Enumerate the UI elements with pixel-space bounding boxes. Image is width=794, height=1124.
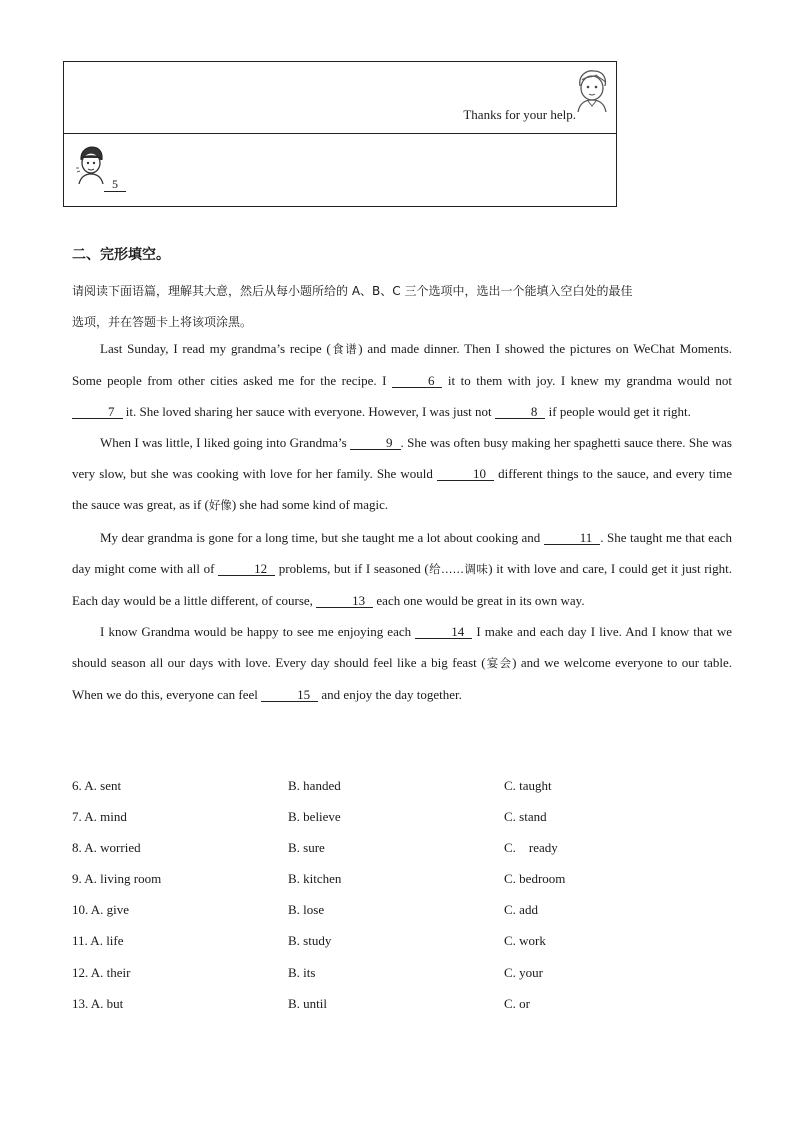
dialog-table bbox=[63, 61, 617, 207]
paragraph-3: My dear grandma is gone for a long time, but she taught me a lot about cooking and 11 . She taught me that each day might come with all of 12 problems, but if I seasoned (给……调味) it with love and care, I could get it just right. Each day would be a little different, of course, 13 each one would be great in its own way. bbox=[72, 529, 733, 608]
blank-14: 14 bbox=[415, 625, 472, 639]
option-row bbox=[72, 894, 732, 925]
option-c: C. your bbox=[504, 964, 543, 980]
section-title: 二、完形填空。 bbox=[72, 247, 170, 263]
option-a: 8. A. worried bbox=[72, 840, 141, 856]
blank-13: 13 bbox=[316, 594, 373, 608]
instruction-line-2: 选项，并在答题卡上将该项涂黑。 bbox=[72, 315, 253, 329]
blank-9: 9 bbox=[350, 436, 401, 450]
paragraph-2: When I was little, I liked going into Grandma’s 9 . She was often busy making her spaghetti sauce there. She was very slow, but she was cooking with love for her family. She would 10 different things to the sauce, and every time the sauce was great, as if (好像) she had some kind of magic. bbox=[72, 435, 733, 513]
option-row bbox=[72, 832, 732, 863]
option-b: B. sure bbox=[288, 840, 325, 856]
option-c: C. taught bbox=[504, 778, 552, 793]
blank-8: 8 bbox=[495, 405, 546, 419]
instruction-line-1: 请阅读下面语篇，理解其大意，然后从每小题所给的 A、B、C 三个选项中，选出一个能填入空白处的最佳 bbox=[72, 284, 633, 298]
option-row bbox=[72, 770, 732, 801]
option-b: B. handed bbox=[288, 778, 341, 793]
option-row bbox=[72, 925, 732, 956]
blank-10: 10 bbox=[437, 467, 494, 481]
option-b: B. kitchen bbox=[288, 871, 342, 887]
dialog-row-2 bbox=[64, 134, 616, 207]
option-c: C. add bbox=[504, 902, 538, 918]
option-b: B. its bbox=[288, 964, 316, 980]
paragraph-4: I know Grandma would be happy to see me enjoying each 14 I make and each day I live. And I know that we should season all our days with love. Every day should feel like a big feast (宴会) and we welcome everyone to our table. When we do this, everyone can feel 15 and enjoy the day together. bbox=[72, 623, 733, 703]
option-row bbox=[72, 957, 732, 988]
option-a: 12. A. their bbox=[72, 964, 131, 980]
option-c: C. or bbox=[504, 995, 530, 1011]
option-b: B. believe bbox=[288, 809, 341, 825]
blank-11: 11 bbox=[544, 531, 601, 545]
option-b: B. lose bbox=[288, 902, 325, 918]
option-row bbox=[72, 863, 732, 894]
option-c: C. work bbox=[504, 933, 546, 949]
option-c: C. ready bbox=[504, 840, 558, 856]
option-c: C. stand bbox=[504, 809, 547, 825]
option-row bbox=[72, 988, 732, 1019]
section-instruction bbox=[72, 276, 732, 338]
option-b: B. until bbox=[288, 995, 328, 1011]
blank-5: 5 bbox=[104, 177, 126, 192]
paragraph-1: Last Sunday, I read my grandma’s recipe (食谱) and made dinner. Then I showed the pictures on WeChat Moments. Some people from other cities asked me for the recipe. I 6 it to them with joy. I knew my grandma would not 7 it. She loved sharing her sauce with everyone. However, I was just not 8 if people would get it right. bbox=[72, 341, 732, 420]
answer-options bbox=[72, 770, 732, 1019]
option-row bbox=[72, 801, 732, 832]
option-c: C. bedroom bbox=[504, 871, 566, 887]
option-a: 11. A. life bbox=[72, 933, 124, 949]
option-a: 10. A. give bbox=[72, 902, 130, 918]
thanks-text: Thanks for your help. bbox=[463, 107, 576, 122]
cloze-passage bbox=[72, 333, 732, 710]
option-a: 13. A. but bbox=[72, 995, 124, 1011]
option-b: B. study bbox=[288, 933, 332, 949]
boy-avatar-icon bbox=[76, 146, 106, 184]
blank-12: 12 bbox=[218, 562, 275, 576]
dialog-row-1 bbox=[64, 62, 616, 134]
boy-avatar-icon bbox=[574, 68, 610, 112]
blank-15: 15 bbox=[261, 688, 318, 702]
blank-7: 7 bbox=[72, 405, 123, 419]
option-a: 9. A. living room bbox=[72, 871, 162, 887]
option-a: 7. A. mind bbox=[72, 809, 127, 825]
option-a: 6. A. sent bbox=[72, 778, 122, 793]
blank-6: 6 bbox=[392, 374, 443, 388]
